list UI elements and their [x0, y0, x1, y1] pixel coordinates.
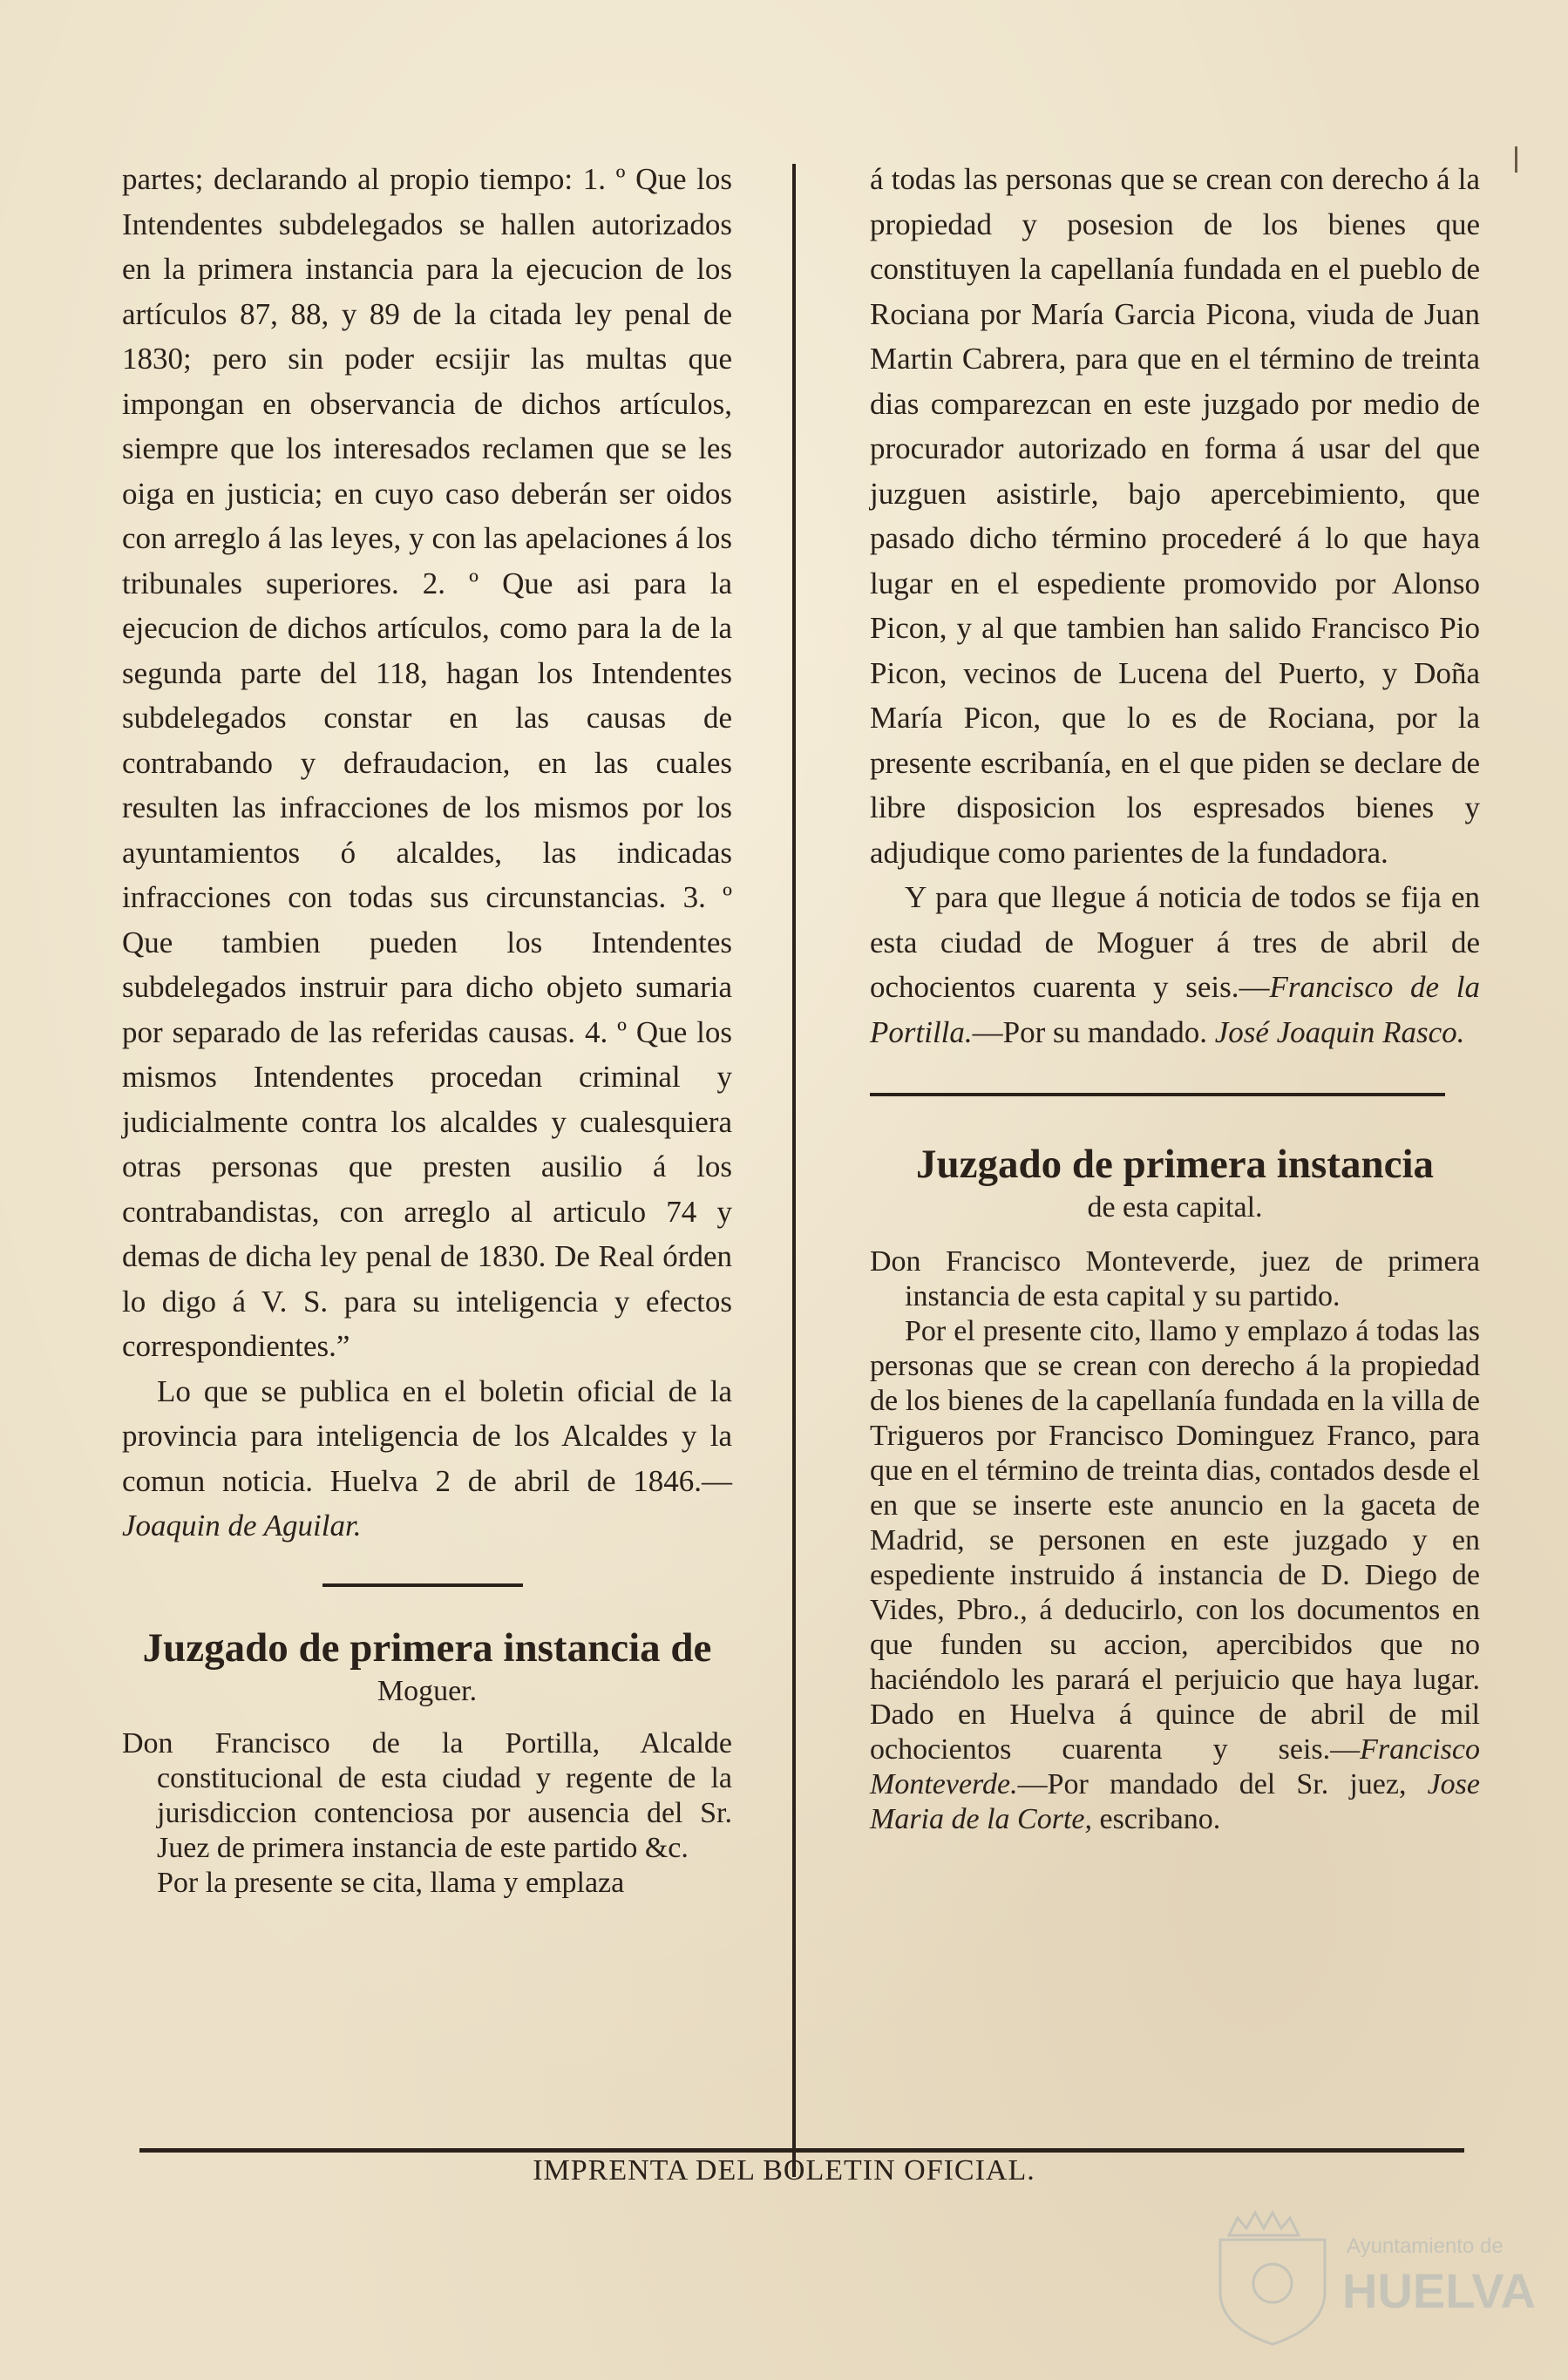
section-divider: [322, 1583, 523, 1587]
capital-mandate-text: —Por mandado del Sr. juez,: [1017, 1768, 1407, 1800]
crest-shield-icon: [1220, 2240, 1325, 2344]
decree-continuation-paragraph: partes; declarando al propio tiempo: 1. º Que los Intendentes subdelegados se hallen autorizados en la primera instancia para la ejecucion de los artículos 87, 88, y 89 de la citada ley penal de 1830; pero sin poder ecsijir las multas que impongan en observancia de dichos artículos, siempre que los interesados reclamen que se les oiga en justicia; en cuyo caso deberán ser oidos con arreglo á las leyes, y con las apelaciones á los tribunales superiores. 2. º Que asi para la ejecucion de dichos artículos, como para la de la segunda parte del 118, hagan los Intendentes subdelegados constar en las causas de contrabando y defraudacion, en las cuales resulten las infracciones de los mismos por los ayuntamientos ó alcaldes, las indicadas infracciones con todas sus circunstancias. 3. º Que tambien pueden los Intendentes subdelegados instruir para dicho objeto sumaria por separado de las referidas causas. 4. º Que los mismos Intendentes procedan criminal y judicialmente contra los alcaldes y cualesquiera otras personas que presten ausilio á los contrabandistas, con arreglo al articulo 74 y demas de dicha ley penal de 1830. De Real órden lo digo á V. S. para su inteligencia y efectos correspondientes.”: [122, 162, 732, 1363]
capital-section-subtitle: de esta capital.: [1087, 1191, 1263, 1224]
signature-portilla: Francisco de la Portilla.: [870, 970, 1480, 1049]
ayuntamiento-huelva-watermark: [1212, 2205, 1536, 2353]
column-divider: [792, 164, 796, 2177]
moguer-section-paragraph: Por la presente se cita, llama y emplaza: [157, 1866, 625, 1899]
left-column: [122, 157, 732, 1901]
moguer-mandate-text: —Por su mandado.: [972, 1014, 1207, 1049]
moguer-closing-text: Y para que llegue á noticia de todos se fija en esta ciudad de Moguer á tres de abril de ochocientos cuarenta y seis.—: [870, 880, 1480, 1004]
moguer-notice-paragraph: á todas las personas que se crean con derecho á la propiedad y posesion de los bienes que constituyen la capellanía fundada en el pueblo de Rociana por María Garcia Picona, viuda de Juan Martin Cabrera, para que en el término de treinta dias comparezcan en este juzgado por medio de procurador autorizado en forma á usar del que juzguen asistirle, bajo apercebimiento, que pasado dicho término procederé á lo que haya lugar en el espediente promovido por Alonso Picon, y al que tambien han salido Francisco Pio Picon, vecinos de Lucena del Puerto, y Doña María Picon, que lo es de Rociana, por la presente escribanía, en el que piden se declare de libre disposicion los espresados bienes y adjudique como parientes de la fundadora.: [870, 162, 1480, 870]
footer-rule: [139, 2148, 1464, 2153]
moguer-section-subtitle: Moguer.: [377, 1674, 478, 1707]
moguer-section-intro: Don Francisco de la Portilla, Alcalde constitucional de esta ciudad y regente de la jurisdiccion contenciosa por ausencia del Sr. Juez de primera instancia de este partido &c.: [122, 1726, 732, 1864]
moguer-closing-paragraph: [870, 875, 1480, 1054]
capital-section-text: Por el presente cito, llamo y emplazo á todas las personas que se crean con derecho á la propiedad de los bienes de la capellanía fundada en la villa de Trigueros por Francisco Dominguez Franco, para que en el término de treinta dias, contados desde el en que se inserte este anuncio en la gaceta de Madrid, se personen en este juzgado y en espediente instruido á instancia de D. Diego de Vides, Pbro., á deducirlo, con los documentos en que funden su accion, apercibidos que no haciéndolo les parará el perjuicio que haya lugar. Dado en Huelva á quince de abril de mil ochocientos cuarenta y seis.—: [870, 1315, 1480, 1766]
edge-mark: [1515, 146, 1517, 173]
capital-section-title: Juzgado de primera instancia: [915, 1142, 1435, 1187]
right-column: [870, 157, 1480, 1837]
section-divider: [870, 1093, 1445, 1096]
crest-emblem-icon: [1253, 2264, 1292, 2302]
imprint-footer: IMPRENTA DEL BOLETIN OFICIAL.: [533, 2154, 1035, 2187]
signature-aguilar: Joaquin de Aguilar.: [122, 1509, 362, 1543]
signature-corte: Jose Maria de la Corte,: [870, 1768, 1480, 1835]
watermark-line2: HUELVA: [1342, 2263, 1536, 2318]
watermark-line1: Ayuntamiento de: [1347, 2234, 1504, 2258]
publication-text: Lo que se publica en el boletin oficial de la provincia para inteligencia de los Alcaldes y la comun noticia. Huelva 2 de abril de 1846.—: [122, 1373, 732, 1498]
crown-icon: [1229, 2213, 1299, 2235]
capital-closing-word: escribano.: [1091, 1803, 1221, 1835]
signature-monteverde: Francisco Monteverde.: [870, 1733, 1480, 1800]
capital-section-intro: Don Francisco Monteverde, juez de primera instancia de esta capital y su partido.: [870, 1245, 1480, 1312]
signature-rasco: José Joaquin Rasco.: [1214, 1014, 1465, 1049]
publication-paragraph: [122, 1369, 732, 1549]
moguer-section-title: Juzgado de primera instancia de: [142, 1624, 712, 1671]
capital-section-paragraph: [870, 1314, 1480, 1837]
